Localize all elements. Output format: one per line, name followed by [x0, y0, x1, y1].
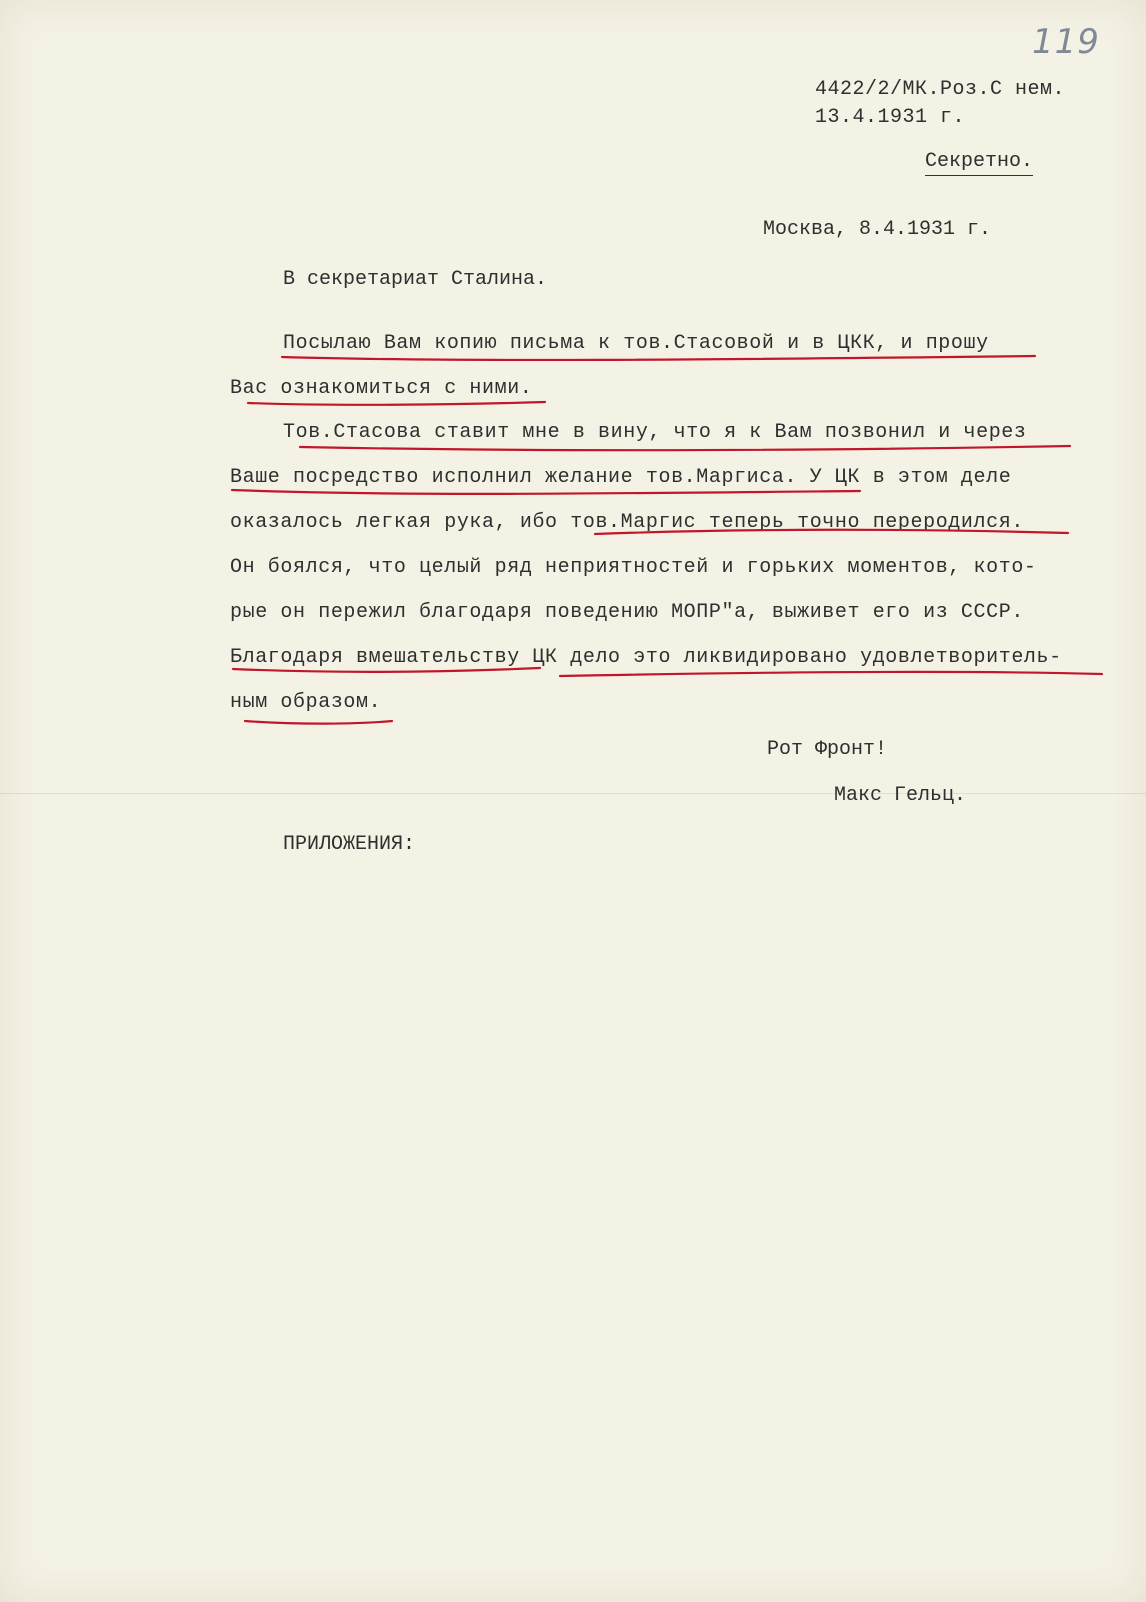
letter-line: Благодаря вмешательству ЦК дело это ликвидировано удовлетворитель-: [230, 646, 1062, 669]
reference-date: 13.4.1931 г.: [815, 106, 966, 129]
letter-line: Ваше посредство исполнил желание тов.Маргиса. У ЦК в этом деле: [230, 466, 1012, 489]
archive-page-number: 119: [1032, 22, 1100, 62]
underline-mark: [282, 356, 1035, 360]
letter-line: Вас ознакомиться с ними.: [230, 377, 533, 400]
underline-mark: [300, 446, 1070, 450]
underline-mark: [248, 402, 545, 405]
place-and-date: Москва, 8.4.1931 г.: [763, 218, 992, 241]
letter-line: Тов.Стасова ставит мне в вину, что я к Вам позвонил и через: [283, 421, 1027, 444]
closing-salutation: Рот Фронт!: [767, 738, 888, 761]
letter-line: ным образом.: [230, 691, 382, 714]
signature: Макс Гельц.: [834, 784, 967, 807]
letter-line: рые он пережил благодаря поведению МОПР"а, выживет его из СССР.: [230, 601, 1024, 624]
letter-line: оказалось легкая рука, ибо тов.Маргис теперь точно переродился.: [230, 511, 1024, 534]
classification-stamp: Секретно.: [925, 150, 1033, 176]
letter-line: Он боялся, что целый ряд неприятностей и горьких моментов, кото-: [230, 556, 1037, 579]
letter-line: Посылаю Вам копию письма к тов.Стасовой и в ЦКК, и прошу: [283, 332, 989, 355]
underline-mark: [232, 490, 860, 494]
attachments-label: ПРИЛОЖЕНИЯ:: [283, 833, 416, 856]
paper-fold: [0, 793, 1146, 794]
underline-mark: [560, 672, 1102, 676]
underline-mark: [245, 721, 392, 724]
addressee: В секретариат Сталина.: [283, 268, 548, 291]
reference-number: 4422/2/МК.Роз.С нем.: [815, 78, 1066, 101]
